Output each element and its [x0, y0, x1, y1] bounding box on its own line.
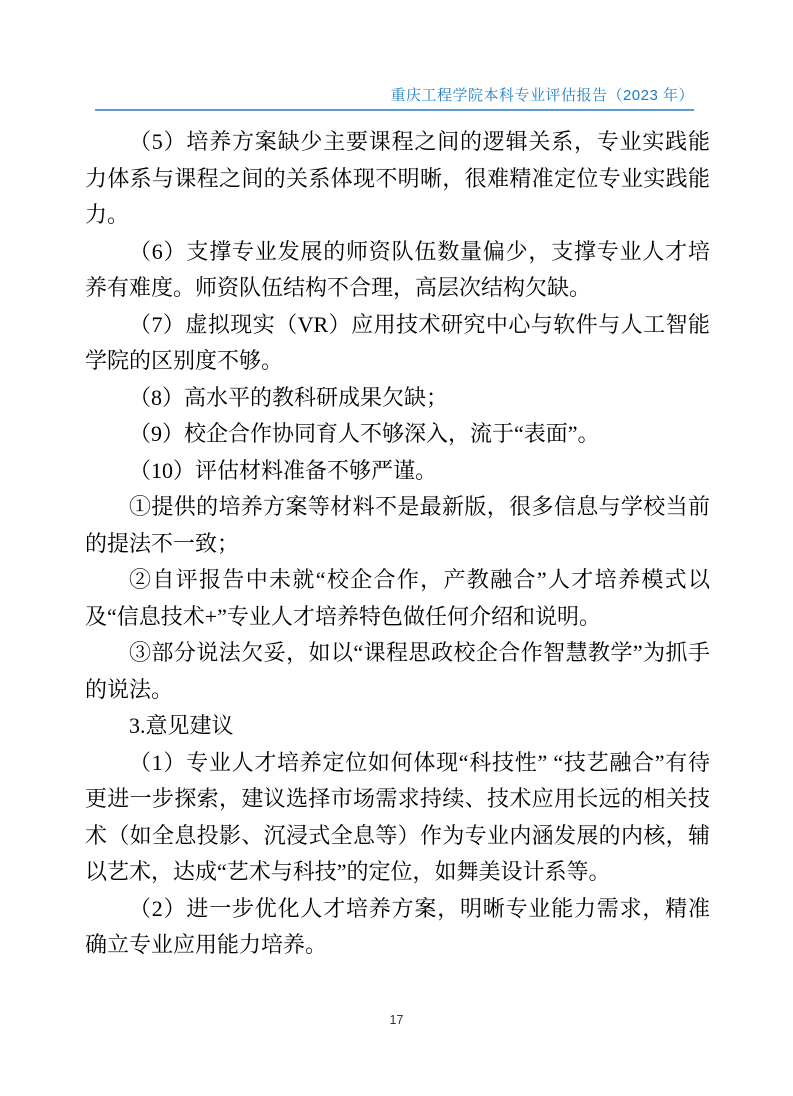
body-paragraph: （10）评估材料准备不够严谨。 — [129, 457, 438, 483]
body-paragraph: ③部分说法欠妥，如以“课程思政校企合作智慧教学”为抓手的说法。 — [85, 640, 710, 702]
body-paragraph: ②自评报告中未就“校企合作，产教融合”人才培养模式以及“信息技术+”专业人才培养特色做任何介绍和说明。 — [85, 567, 710, 629]
body-paragraph: （2）进一步优化人才培养方案，明晰专业能力需求，精准确立专业应用能力培养。 — [85, 895, 710, 957]
body-paragraph: （6）支撑专业发展的师资队伍数量偏少，支撑专业人才培养有难度。师资队伍结构不合理，高层次结构欠缺。 — [85, 238, 710, 300]
body-paragraph: ①提供的培养方案等材料不是最新版，很多信息与学校当前的提法不一致； — [85, 494, 710, 556]
body-paragraph: 3.意见建议 — [129, 713, 234, 738]
body-paragraph: （8）高水平的教科研成果欠缺； — [129, 384, 449, 410]
body-paragraph: （9）校企合作协同育人不够深入，流于“表面”。 — [129, 421, 600, 446]
page-header — [95, 84, 694, 112]
report-title: 重庆工程学院本科专业评估报告（2023 年） — [390, 87, 694, 104]
body-paragraph: （5）培养方案缺少主要课程之间的逻辑关系，专业实践能力体系与课程之间的关系体现不明晰，很难精准定位专业实践能力。 — [85, 129, 710, 227]
body-paragraph: （1）专业人才培养定位如何体现“科技性” “技艺融合”有待更进一步探索，建议选择市场需求持续、技术应用长远的相关技术（如全息投影、沉浸式全息等）作为专业内涵发展的内核，辅以艺术，达成“艺术与科技”的定位，如舞美设计系等。 — [85, 749, 710, 884]
body-paragraph: （7）虚拟现实（VR）应用技术研究中心与软件与人工智能学院的区别度不够。 — [85, 311, 710, 373]
header-rule — [95, 109, 694, 111]
document-body — [85, 124, 710, 964]
page-footer — [0, 1013, 793, 1027]
page-number: 17 — [389, 1013, 404, 1027]
